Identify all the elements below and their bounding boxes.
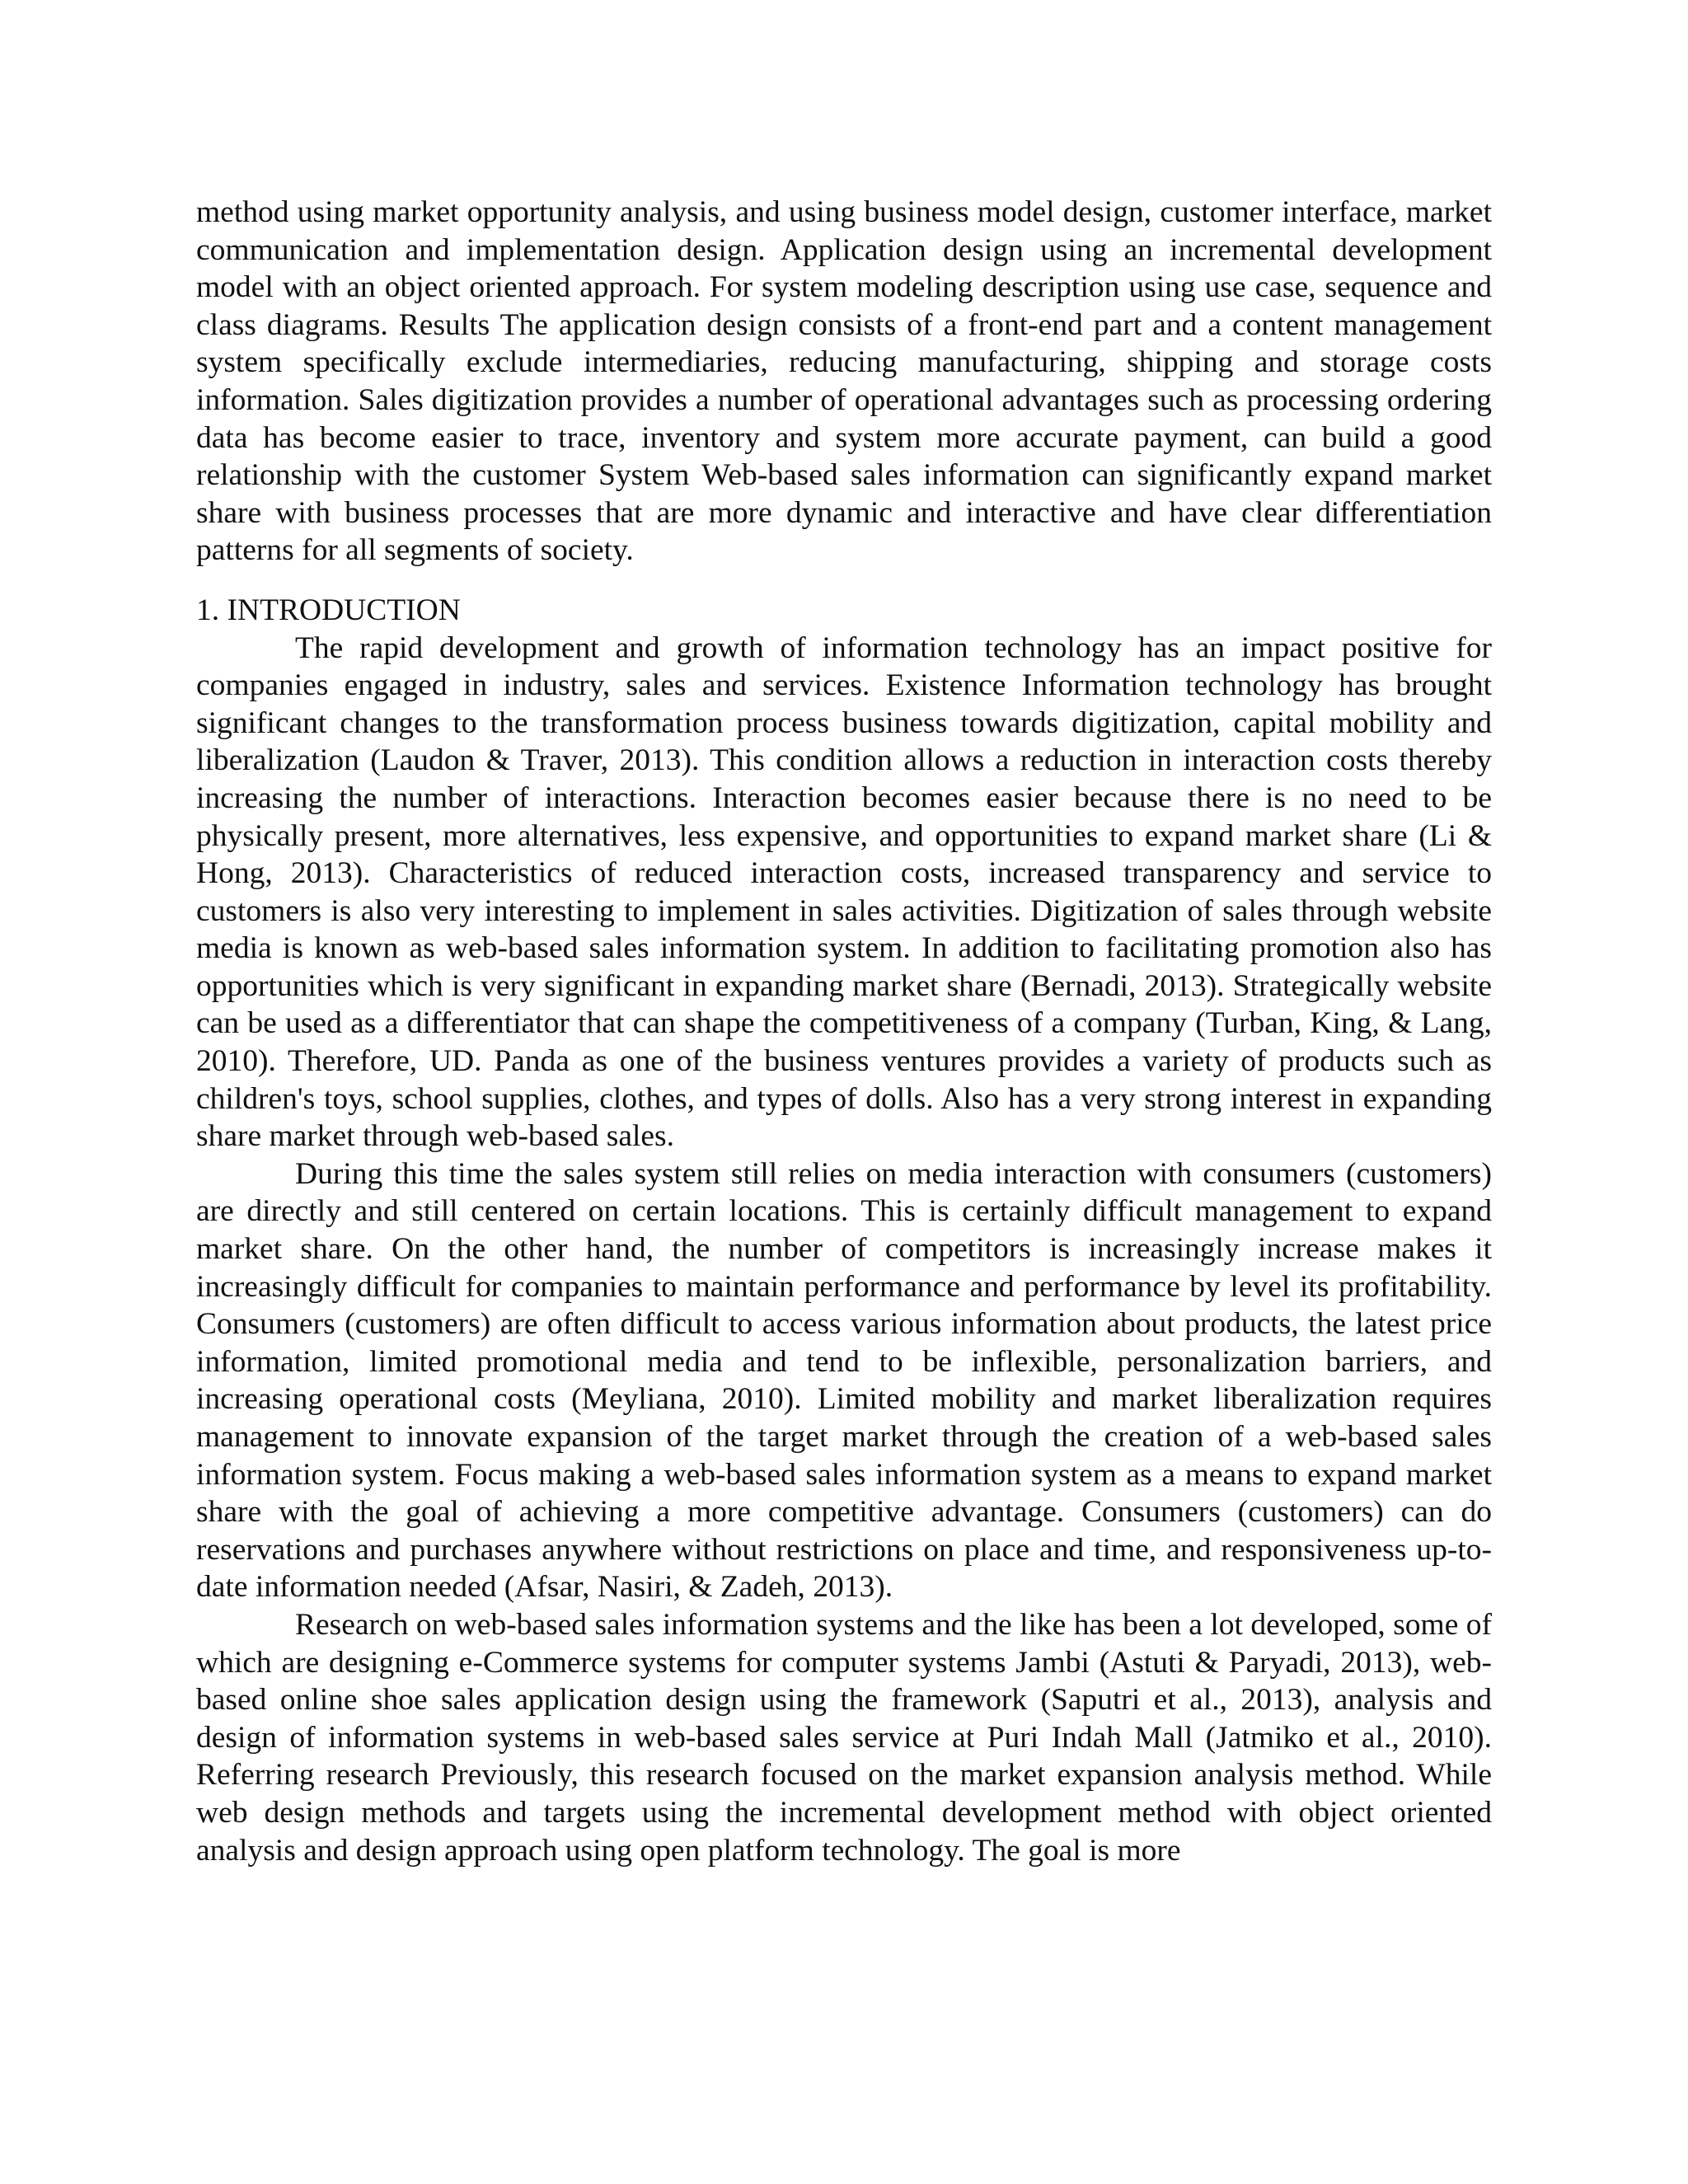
document-page bbox=[196, 194, 1492, 1869]
intro-paragraph-1: The rapid development and growth of information technology has an impact positive for companies engaged in industry, sales and services. Existence Information technology has brought significant changes to the transformation process business towards digitization, capital mobility and liberalization (Laudon & Traver, 2013). This condition allows a reduction in interaction costs thereby increasing the number of interactions. Interaction becomes easier because there is no need to be physically present, more alternatives, less expensive, and opportunities to expand market share (Li & Hong, 2013). Characteristics of reduced interaction costs, increased transparency and service to customers is also very interesting to implement in sales activities. Digitization of sales through website media is known as web-based sales information system. In addition to facilitating promotion also has opportunities which is very significant in expanding market share (Bernadi, 2013). Strategically website can be used as a differentiator that can shape the competitiveness of a company (Turban, King, & Lang, 2010). Therefore, UD. Panda as one of the business ventures provides a variety of products such as children's toys, school supplies, clothes, and types of dolls. Also has a very strong interest in expanding share market through web-based sales. bbox=[196, 630, 1492, 1154]
intro-paragraph-3: Research on web-based sales information systems and the like has been a lot developed, some of which are designing e-Commerce systems for computer systems Jambi (Astuti & Paryadi, 2013), web-based online shoe sales application design using the framework (Saputri et al., 2013), analysis and design of information systems in web-based sales service at Puri Indah Mall (Jatmiko et al., 2010). Referring research Previously, this research focused on the market expansion analysis method. While web design methods and targets using the incremental development method with object oriented analysis and design approach using open platform technology. The goal is more bbox=[196, 1607, 1492, 1868]
section-heading-introduction: 1. INTRODUCTION bbox=[196, 593, 461, 627]
intro-paragraph-2: During this time the sales system still relies on media interaction with consumers (customers) are directly and still centered on certain locations. This is certainly difficult management to expand market share. On the other hand, the number of competitors is increasingly increase makes it increasingly difficult for companies to maintain performance and performance by level its profitability. Consumers (customers) are often difficult to access various information about products, the latest price information, limited promotional media and tend to be inflexible, personalization barriers, and increasing operational costs (Meyliana, 2010). Limited mobility and market liberalization requires management to innovate expansion of the target market through the creation of a web-based sales information system. Focus making a web-based sales information system as a means to expand market share with the goal of achieving a more competitive advantage. Consumers (customers) can do reservations and purchases anywhere without restrictions on place and time, and responsiveness up-to-date information needed (Afsar, Nasiri, & Zadeh, 2013). bbox=[196, 1156, 1492, 1605]
abstract-continuation: method using market opportunity analysis, and using business model design, customer interface, market communication and implementation design. Application design using an incremental development model with an object oriented approach. For system modeling description using use case, sequence and class diagrams. Results The application design consists of a front-end part and a content management system specifically exclude intermediaries, reducing manufacturing, shipping and storage costs information. Sales digitization provides a number of operational advantages such as processing ordering data has become easier to trace, inventory and system more accurate payment, can build a good relationship with the customer System Web-based sales information can significantly expand market share with business processes that are more dynamic and interactive and have clear differentiation patterns for all segments of society. bbox=[196, 195, 1492, 568]
